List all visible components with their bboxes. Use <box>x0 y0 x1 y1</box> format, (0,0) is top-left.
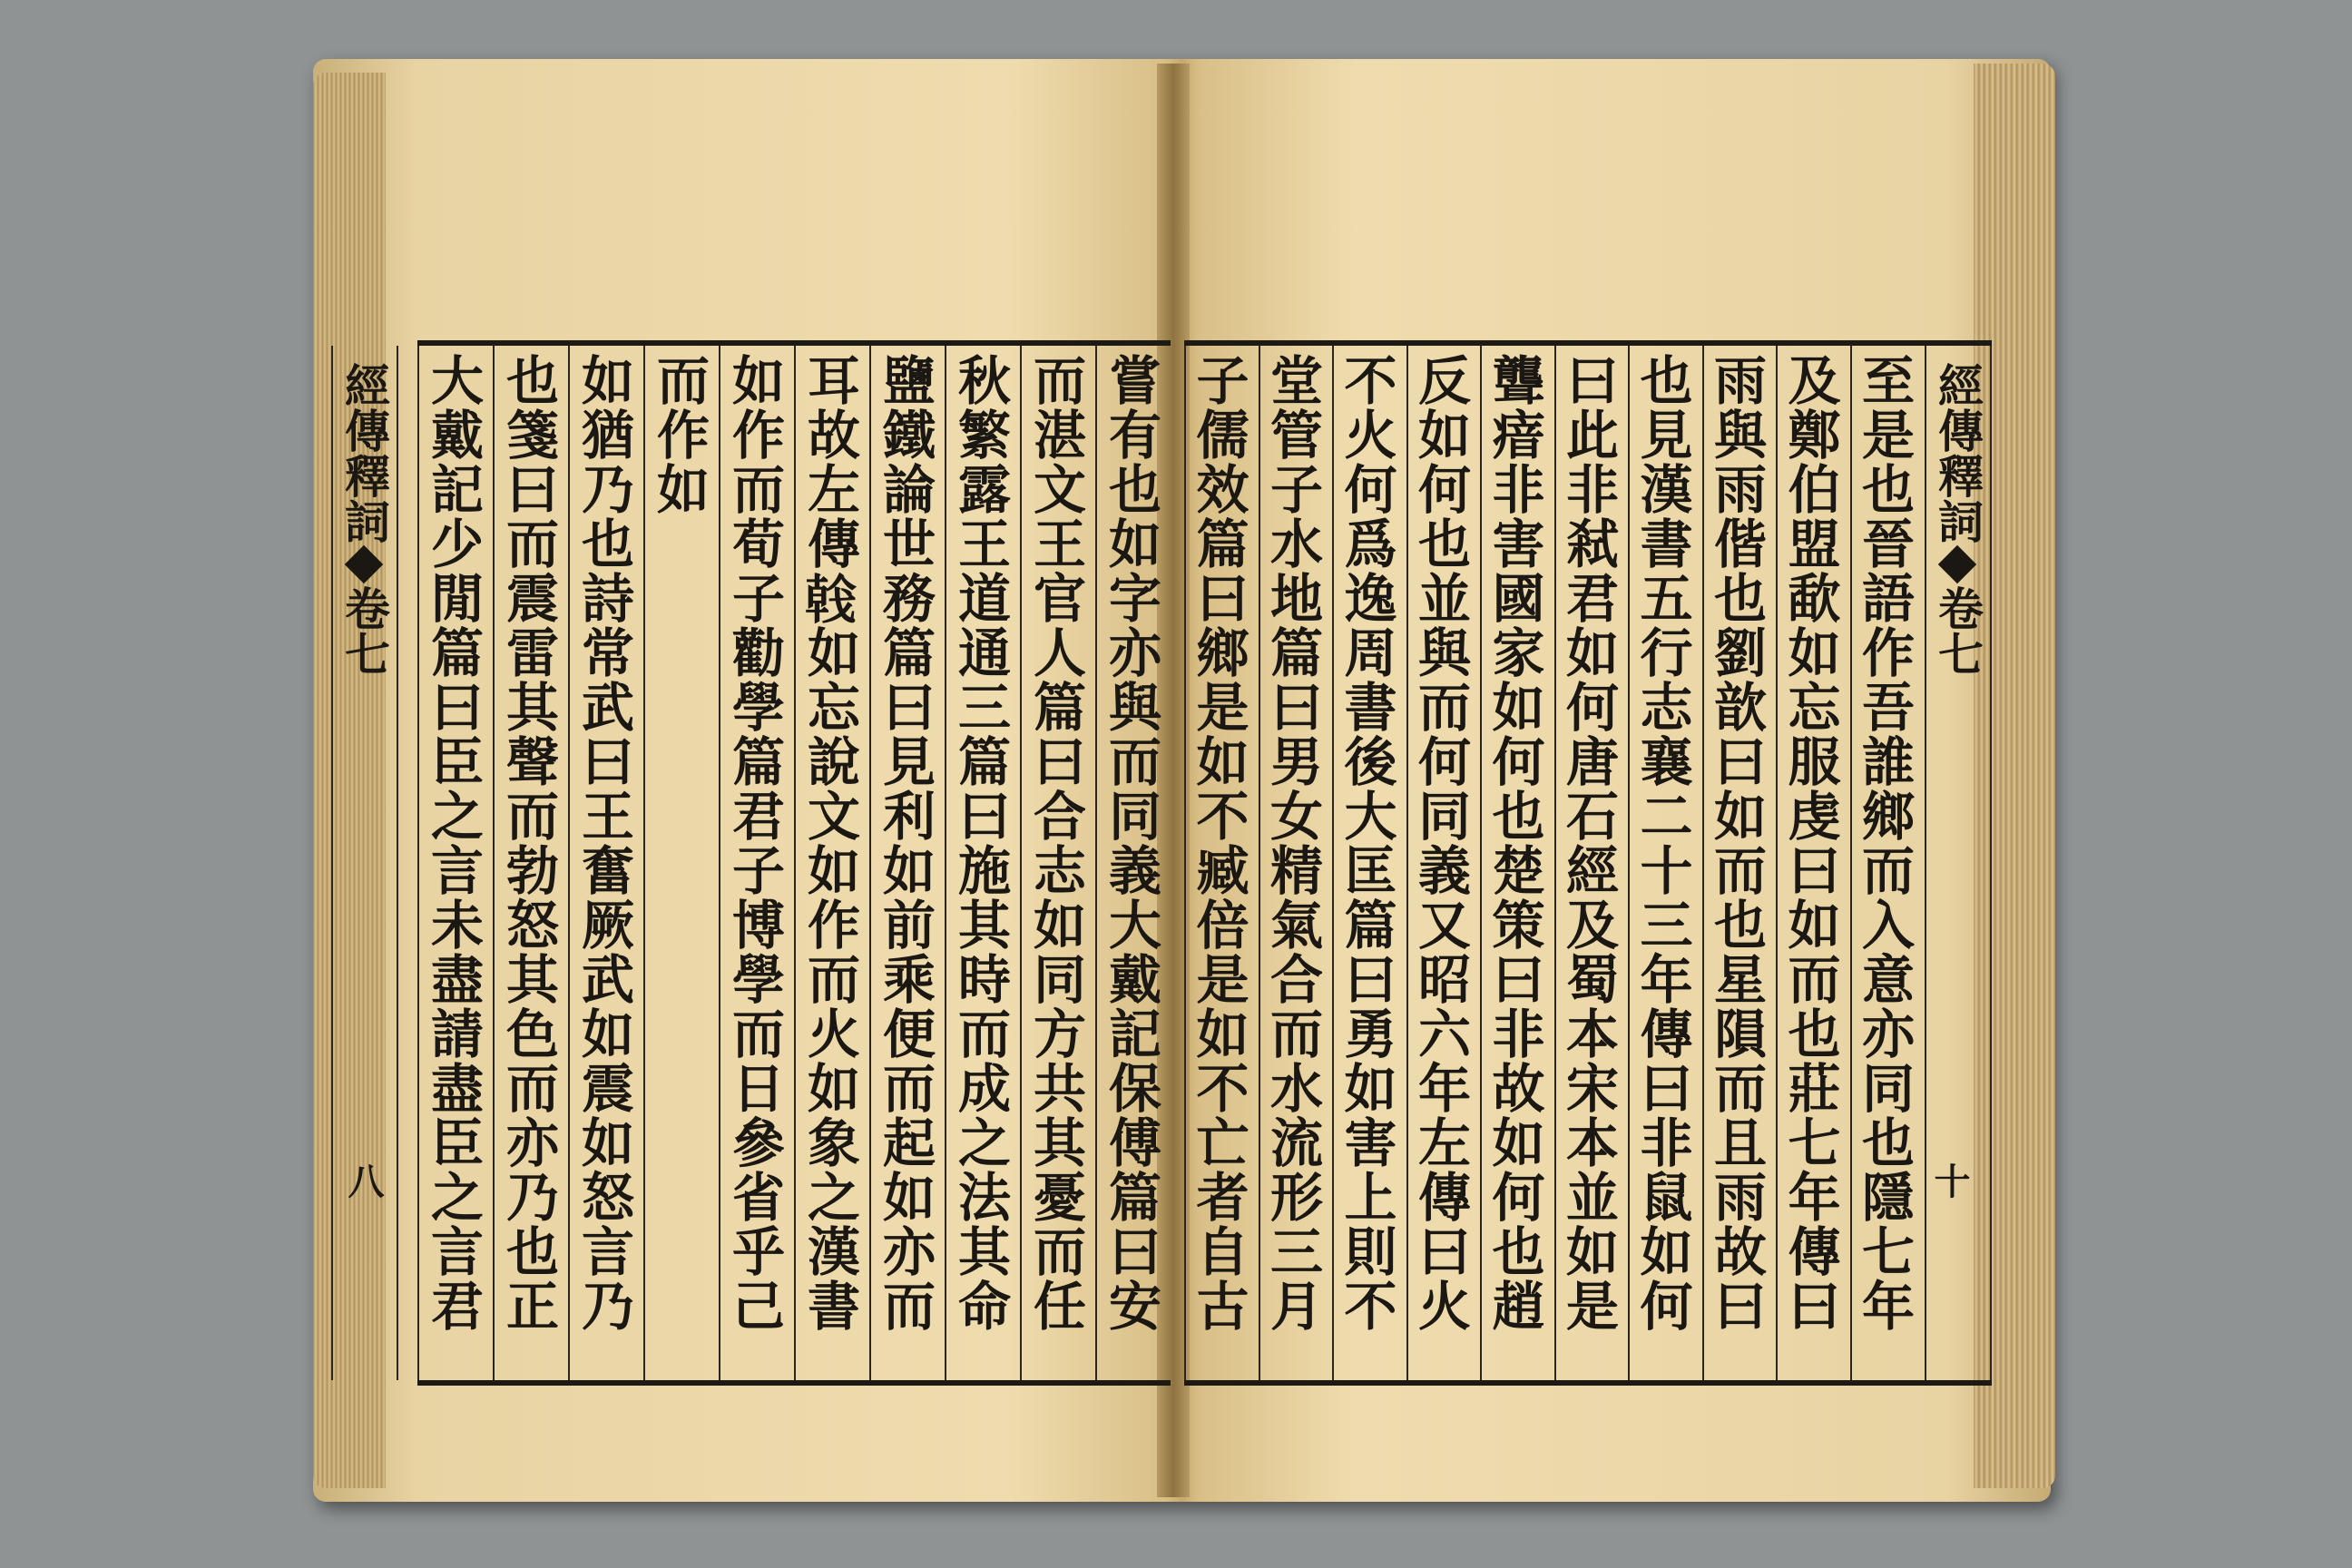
text-column: 也見漢書五行志襄二十三年傳曰非鼠如何 <box>1628 346 1702 1380</box>
volume-marker-right: 卷七 <box>1931 585 1984 676</box>
left-margin-label <box>331 346 398 1380</box>
text-column: 如猶乃也詩常武曰王奮厥武如震如怒言乃 <box>568 346 643 1380</box>
right-page-number: 十 <box>1928 1162 1971 1199</box>
right-text-columns <box>1184 346 1924 1380</box>
left-page <box>338 340 1171 1386</box>
text-column: 如作而荀子勸學篇君子博學而日參省乎己 <box>719 346 794 1380</box>
running-title-left: 經傳釋詞 <box>338 362 391 544</box>
text-column: 鹽鐵論世務篇曰見利如前乘便而起如亦而 <box>869 346 945 1380</box>
text-column: 不火何爲逸周書後大匡篇曰勇如害上則不 <box>1332 346 1406 1380</box>
text-column: 及鄭伯盟歃如忘服虔曰如而也莊七年傳曰 <box>1776 346 1850 1380</box>
left-text-columns <box>417 346 1171 1380</box>
text-column: 耳故左傳𢧢如忘說文如作而火如象之漢書 <box>794 346 869 1380</box>
right-margin-label <box>1925 346 1992 1380</box>
fishtail-mark-icon <box>1938 545 1976 583</box>
right-page <box>1184 340 1992 1386</box>
text-column-annotation: 也箋曰而震雷其聲而勃怒其色而亦乃也正 <box>493 346 568 1380</box>
running-title-right: 經傳釋詞 <box>1931 362 1984 544</box>
text-column: 至是也晉語作吾誰鄉而入意亦同也隱七年 <box>1850 346 1925 1380</box>
text-column: 秋繁露王道通三篇曰施其時而成之法其命 <box>945 346 1020 1380</box>
text-column: 曰此非弒君如何唐石經及蜀本宋本並如是 <box>1554 346 1629 1380</box>
text-column: 嘗有也如字亦與而同義大戴記保傅篇曰安 <box>1095 346 1171 1380</box>
text-column: 堂管子水地篇曰男女精氣合而水流形三月 <box>1259 346 1333 1380</box>
text-column: 大戴記少閒篇曰臣之言未盡請盡臣之言君 <box>417 346 493 1380</box>
text-column: 而湛文王官人篇曰合志如同方共其憂而任 <box>1020 346 1095 1380</box>
text-column: 雨與雨偕也劉歆曰如而也星隕而且雨故曰 <box>1702 346 1777 1380</box>
volume-marker-left: 卷七 <box>338 585 391 676</box>
fishtail-mark-icon <box>345 545 383 583</box>
text-column: 子儒效篇曰鄉是如不臧倍是如不亡者自古 <box>1184 346 1259 1380</box>
text-column: 而作如 <box>643 346 719 1380</box>
left-page-number: 八 <box>342 1162 385 1199</box>
text-column: 聾瘖非害國家如何也楚策曰非故如何也趙 <box>1480 346 1554 1380</box>
text-column: 反如何也並與而何同義又昭六年左傳曰火 <box>1406 346 1481 1380</box>
